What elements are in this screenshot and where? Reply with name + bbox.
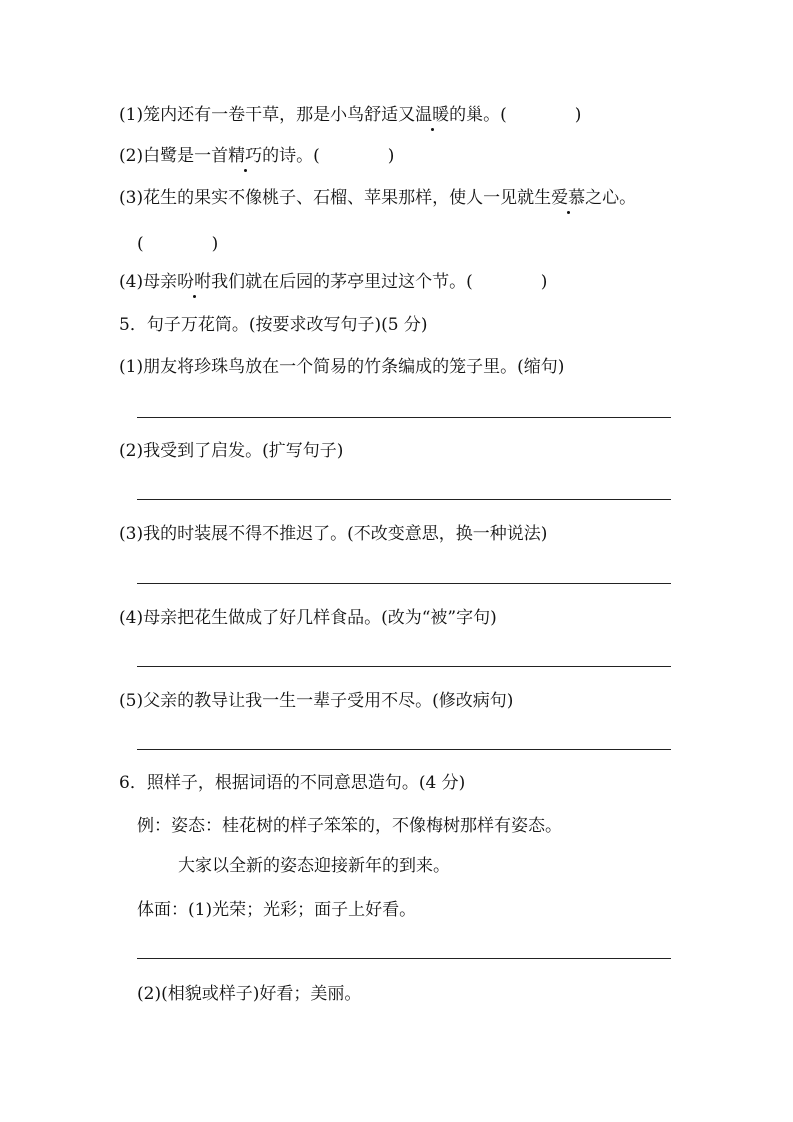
q6-example-2: 大家以全新的姿态迎接新年的到来。 [178, 856, 450, 876]
dotted-word: 吩咐 [177, 272, 212, 292]
q5-item-5: (5)父亲的教导让我一生一辈子受用不尽。(修改病句) [119, 691, 514, 711]
q5-item-1: (1)朋友将珍珠鸟放在一个简易的竹条编成的笼子里。(缩句) [119, 357, 565, 377]
answer-line-q5-1[interactable] [137, 417, 671, 418]
answer-line-q6-1[interactable] [137, 958, 671, 959]
q5-title: 5．句子万花筒。(按要求改写句子)(5 分) [119, 315, 428, 335]
answer-line-q5-4[interactable] [137, 666, 671, 667]
q4-item-2: (2)白鹭是一首精巧的诗。( ) [119, 146, 395, 166]
q5-item-2: (2)我受到了启发。(扩写句子) [119, 441, 344, 461]
q4-item-3: (3)花生的果实不像桃子、石榴、苹果那样，使人一见就生爱慕之心。 [119, 188, 637, 208]
dotted-word: 爱慕 [551, 188, 586, 208]
q6-word-line: 体面：(1)光荣；光彩；面子上好看。 [137, 900, 417, 920]
answer-line-q5-2[interactable] [137, 499, 671, 500]
dotted-word: 温暖 [415, 105, 450, 125]
q4-item-1: (1)笼内还有一卷干草，那是小鸟舒适又温暖的巢。( ) [119, 105, 582, 125]
q5-item-3: (3)我的时装展不得不推迟了。(不改变意思，换一种说法) [119, 524, 548, 544]
q6-example-1: 例：姿态：桂花树的样子笨笨的，不像梅树那样有姿态。 [137, 816, 562, 836]
q6-title: 6．照样子，根据词语的不同意思造句。(4 分) [119, 773, 466, 793]
answer-line-q5-5[interactable] [137, 749, 671, 750]
q4-item-4: (4)母亲吩咐我们就在后园的茅亭里过这个节。( ) [119, 272, 548, 292]
q4-item-3-answer: ( ) [137, 234, 219, 254]
q6-meaning-2: (2)(相貌或样子)好看；美丽。 [137, 984, 362, 1004]
answer-line-q5-3[interactable] [137, 583, 671, 584]
dotted-word: 精巧 [228, 146, 263, 166]
q5-item-4: (4)母亲把花生做成了好几样食品。(改为“被”字句) [119, 608, 497, 628]
